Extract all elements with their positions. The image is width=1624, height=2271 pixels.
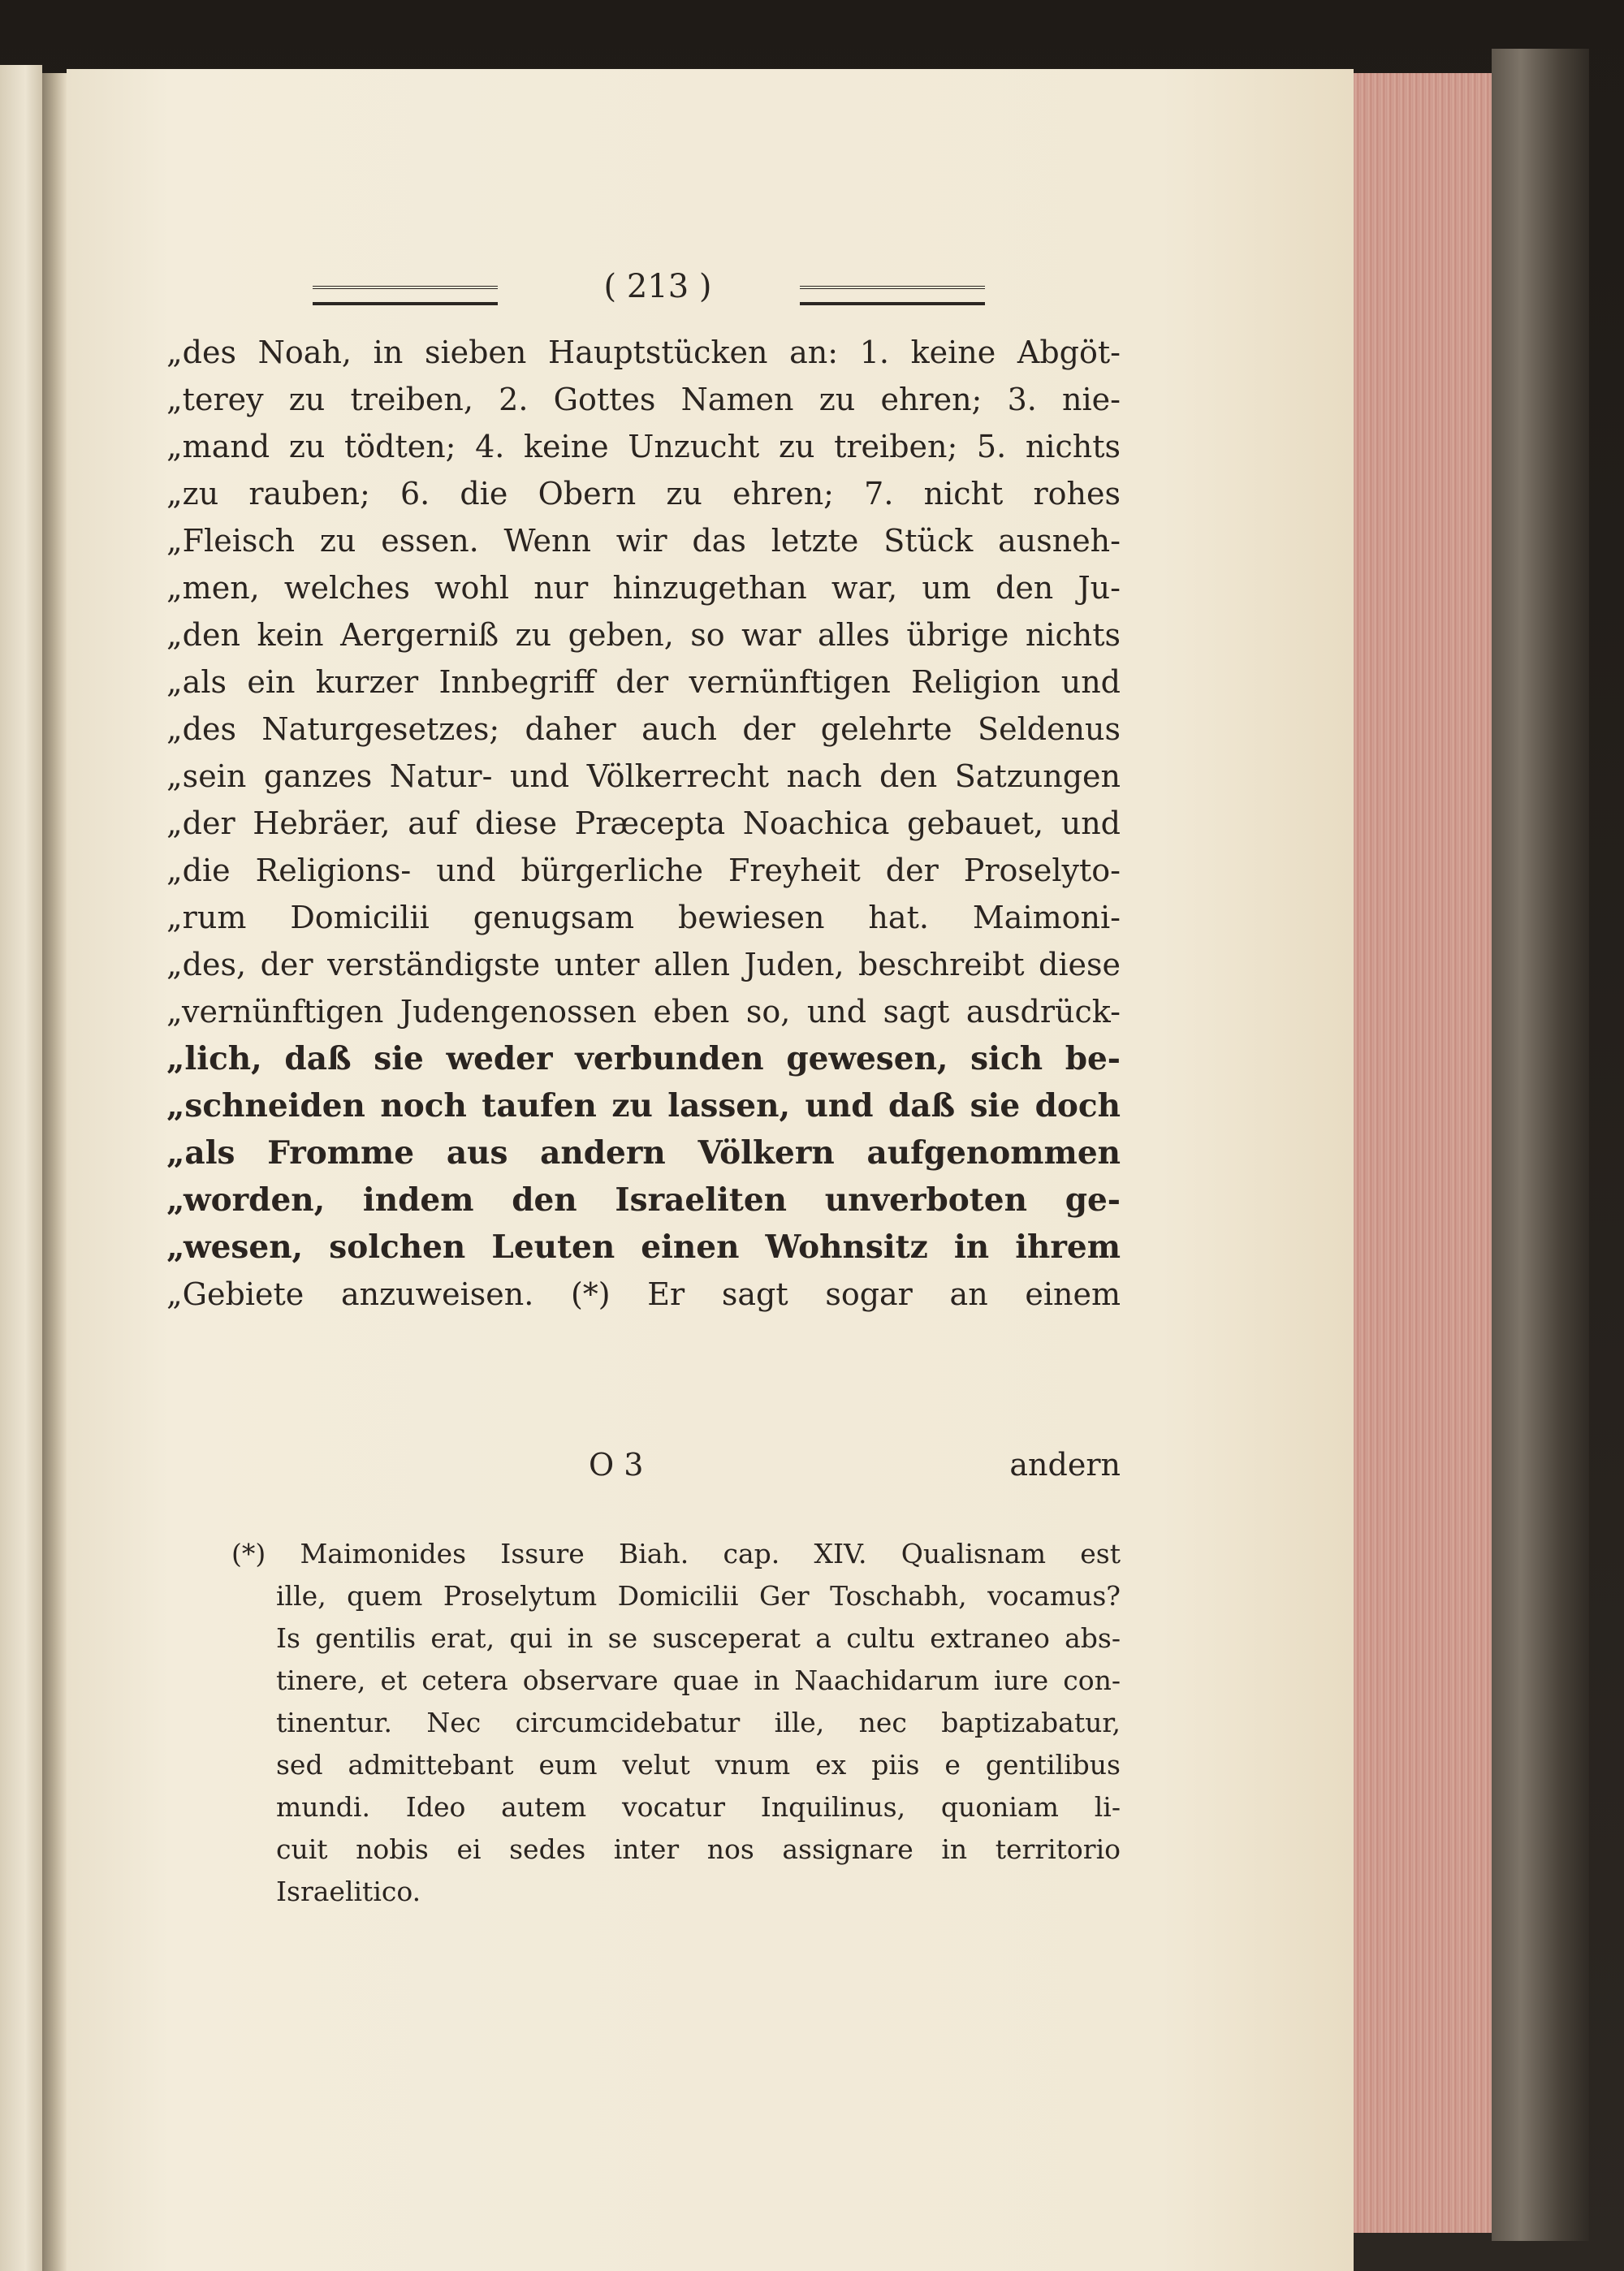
book-gutter xyxy=(42,73,67,2271)
footnote-line: ille, quem Proselytum Domicilii Ger Toschabh, vocamus? xyxy=(276,1580,1121,1612)
footnote-line: mundi. Ideo autem vocatur Inquilinus, quoniam li- xyxy=(276,1791,1121,1823)
text-line-emphasis: „wesen, solchen Leuten einen Wohnsitz in ihrem xyxy=(166,1228,1121,1266)
text-line: „als ein kurzer Innbegriff der vernünftigen Religion und xyxy=(166,664,1121,700)
text-line: „Gebiete anzuweisen. (*) Er sagt sogar an einem xyxy=(166,1276,1121,1312)
text-line-emphasis: „worden, indem den Israeliten unverboten ge- xyxy=(166,1181,1121,1219)
text-line: „des Noah, in sieben Hauptstücken an: 1. keine Abgöt- xyxy=(166,335,1121,370)
text-line: „Fleisch zu essen. Wenn wir das letzte Stück ausneh- xyxy=(166,523,1121,559)
page-block-edges xyxy=(1354,73,1492,2233)
book-cover xyxy=(1492,49,1589,2241)
text-line: „des, der verständigste unter allen Juden, beschreibt diese xyxy=(166,947,1121,982)
text-line-emphasis: „als Fromme aus andern Völkern aufgenommen xyxy=(166,1134,1121,1172)
signature-mark: O 3 xyxy=(589,1447,644,1483)
text-line: „mand zu tödten; 4. keine Unzucht zu treiben; 5. nichts xyxy=(166,429,1121,464)
footnote-line: Israelitico. xyxy=(276,1876,421,1907)
body-text xyxy=(166,329,1121,1318)
text-line: „des Naturgesetzes; daher auch der gelehrte Seldenus xyxy=(166,711,1121,747)
footnote-line: tinere, et cetera observare quae in Naachidarum iure con- xyxy=(276,1664,1121,1696)
page-number: ( 213 ) xyxy=(603,268,712,305)
text-line-emphasis: „schneiden noch taufen zu lassen, und daß sie doch xyxy=(166,1087,1121,1125)
footnote-line: tinentur. Nec circumcidebatur ille, nec baptizabatur, xyxy=(276,1707,1121,1738)
text-line: „zu rauben; 6. die Obern zu ehren; 7. nicht rohes xyxy=(166,476,1121,512)
header-rule-left xyxy=(313,286,498,305)
footnote-line: sed admittebant eum velut vnum ex piis e gentilibus xyxy=(276,1749,1121,1781)
text-line: „sein ganzes Natur- und Völkerrecht nach den Satzungen xyxy=(166,758,1121,794)
page-header xyxy=(313,268,1003,317)
text-line: „der Hebräer, auf diese Præcepta Noachica gebauet, und xyxy=(166,805,1121,841)
text-line: „den kein Aergerniß zu geben, so war alles übrige nichts xyxy=(166,617,1121,653)
text-line: „vernünftigen Judengenossen eben so, und sagt ausdrück- xyxy=(166,994,1121,1030)
footnote-line: cuit nobis ei sedes inter nos assignare in territorio xyxy=(276,1833,1121,1865)
footnote-line: Is gentilis erat, qui in se susceperat a cultu extraneo abs- xyxy=(276,1622,1121,1654)
header-rule-right xyxy=(800,286,985,305)
text-line: „die Religions- und bürgerliche Freyheit der Proselyto- xyxy=(166,853,1121,888)
footnote-line: (*) Maimonides Issure Biah. cap. XIV. Qualisnam est xyxy=(231,1538,1121,1569)
text-line: „terey zu treiben, 2. Gottes Namen zu ehren; 3. nie- xyxy=(166,382,1121,417)
footnote xyxy=(231,1533,1121,1913)
text-line: „rum Domicilii genugsam bewiesen hat. Maimoni- xyxy=(166,900,1121,935)
text-line: „men, welches wohl nur hinzugethan war, um den Ju- xyxy=(166,570,1121,606)
text-line-emphasis: „lich, daß sie weder verbunden gewesen, sich be- xyxy=(166,1040,1121,1077)
page-footer xyxy=(166,1441,1121,1488)
left-page-edge xyxy=(0,65,42,2271)
catchword: andern xyxy=(1009,1447,1121,1483)
